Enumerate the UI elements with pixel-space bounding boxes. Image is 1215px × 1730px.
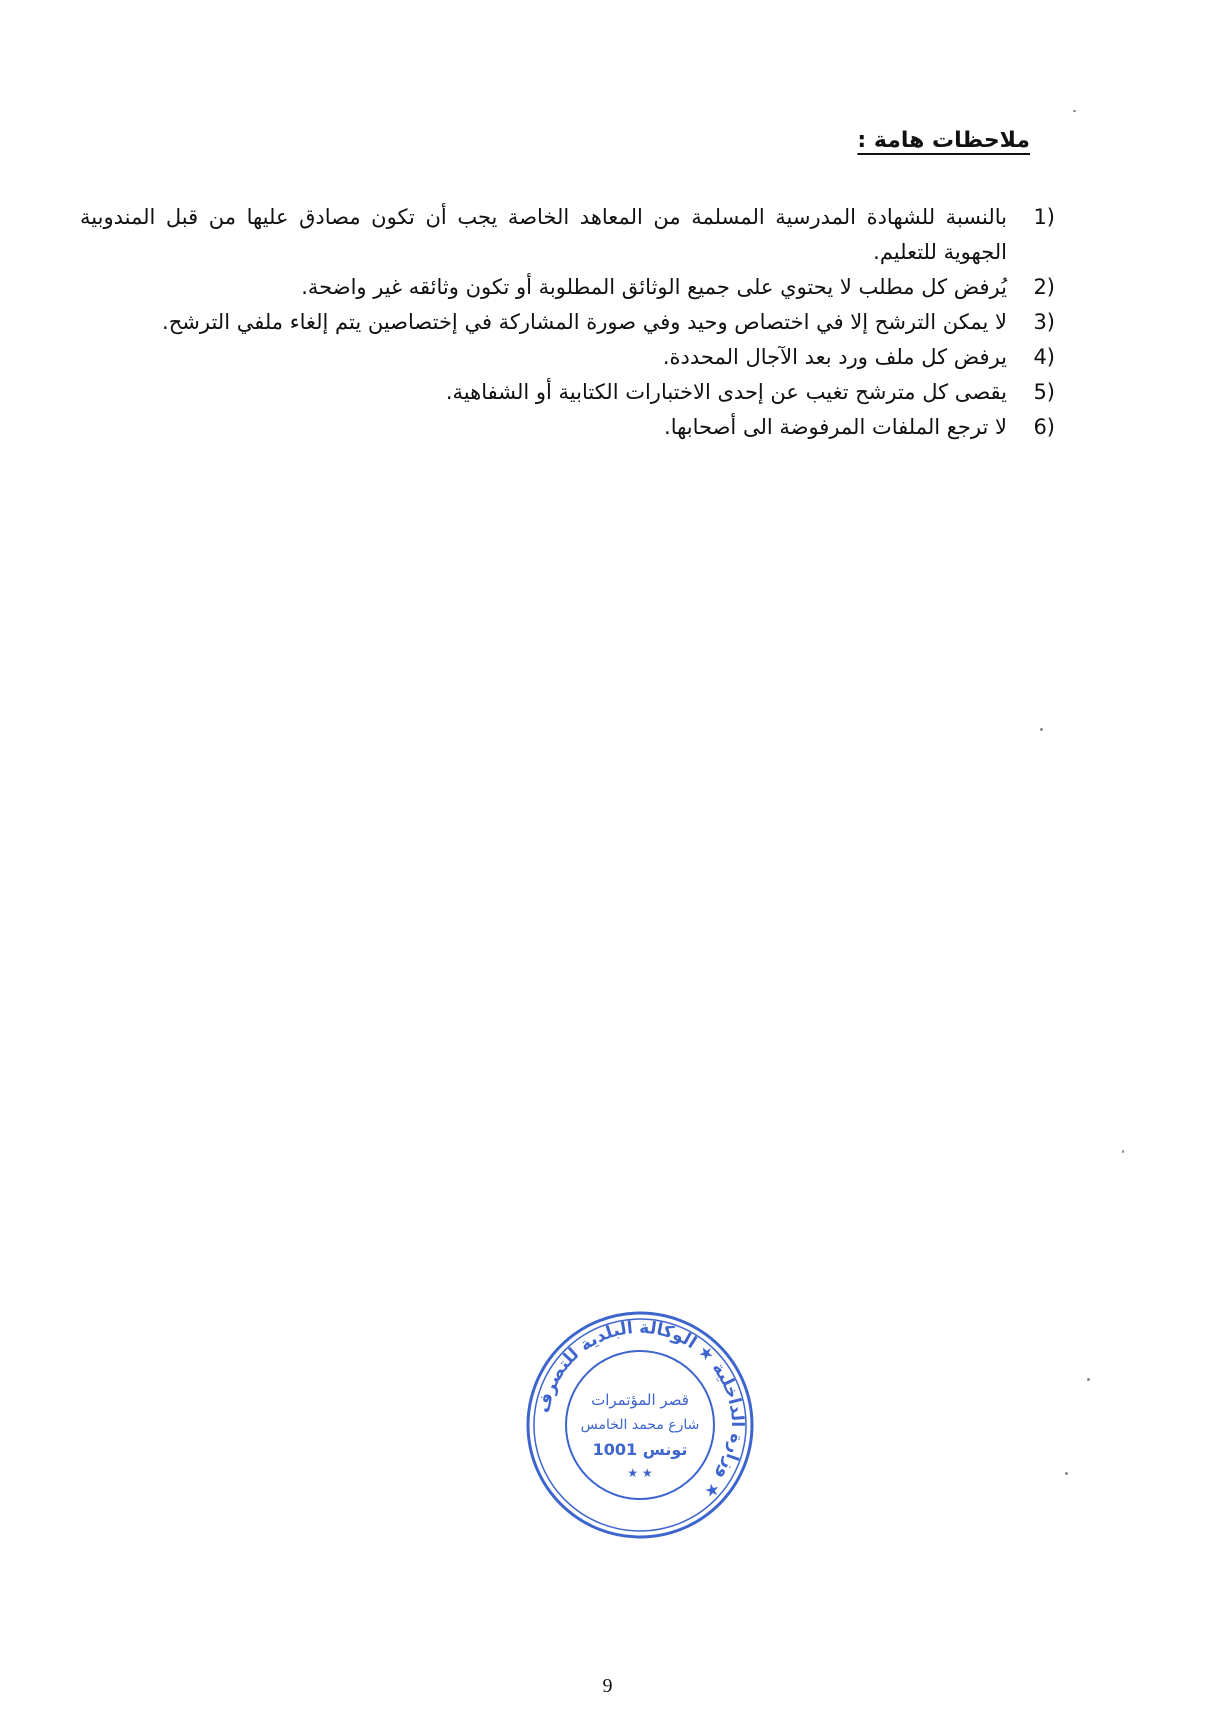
seal-outer-text: وزارة الداخلية ★ الوكالة البلدية للتصرف ★ [533, 1317, 748, 1503]
note-text: يرفض كل ملف ورد بعد الآجال المحددة. [662, 345, 1007, 369]
note-text: لا ترجع الملفات المرفوضة الى أصحابها. [664, 415, 1007, 439]
scan-speck [1122, 1150, 1124, 1153]
note-number: 6) [1033, 415, 1055, 439]
note-item [80, 375, 1055, 410]
scan-speck [1065, 1472, 1068, 1475]
note-text: لا يمكن الترشح إلا في اختصاص وحيد وفي صورة المشاركة في إختصاصين يتم إلغاء ملفي الترشح. [162, 310, 1007, 334]
seal-stars: ★ ★ [627, 1466, 653, 1480]
notes-list [80, 200, 1055, 445]
note-item [80, 340, 1055, 375]
seal-line-3: 1001 تونس [592, 1440, 688, 1459]
note-item [80, 305, 1055, 340]
note-text: يقصى كل مترشح تغيب عن إحدى الاختبارات الكتابية أو الشفاهية. [445, 380, 1007, 404]
page-number: 9 [602, 1675, 613, 1697]
note-text: بالنسبة للشهادة المدرسية المسلمة من المعاهد الخاصة يجب أن تكون مصادق عليها من قبل المندوبية الجهوية للتعليم. [80, 205, 1007, 264]
note-item [80, 410, 1055, 445]
note-text: يُرفض كل مطلب لا يحتوي على جميع الوثائق المطلوبة أو تكون وثائقه غير واضحة. [301, 275, 1007, 299]
note-number: 1) [1033, 205, 1055, 229]
official-seal [520, 1305, 760, 1545]
note-item [80, 200, 1055, 270]
note-number: 3) [1033, 310, 1055, 334]
scan-speck [1087, 1378, 1090, 1381]
scan-speck [1040, 728, 1043, 731]
scan-speck [1073, 110, 1076, 112]
note-number: 4) [1033, 345, 1055, 369]
notes-heading: ملاحظات هامة : [857, 128, 1030, 153]
note-item [80, 270, 1055, 305]
seal-line-1: قصر المؤتمرات [591, 1391, 689, 1409]
seal-line-2: شارع محمد الخامس [580, 1417, 700, 1433]
note-number: 5) [1033, 380, 1055, 404]
note-number: 2) [1033, 275, 1055, 299]
